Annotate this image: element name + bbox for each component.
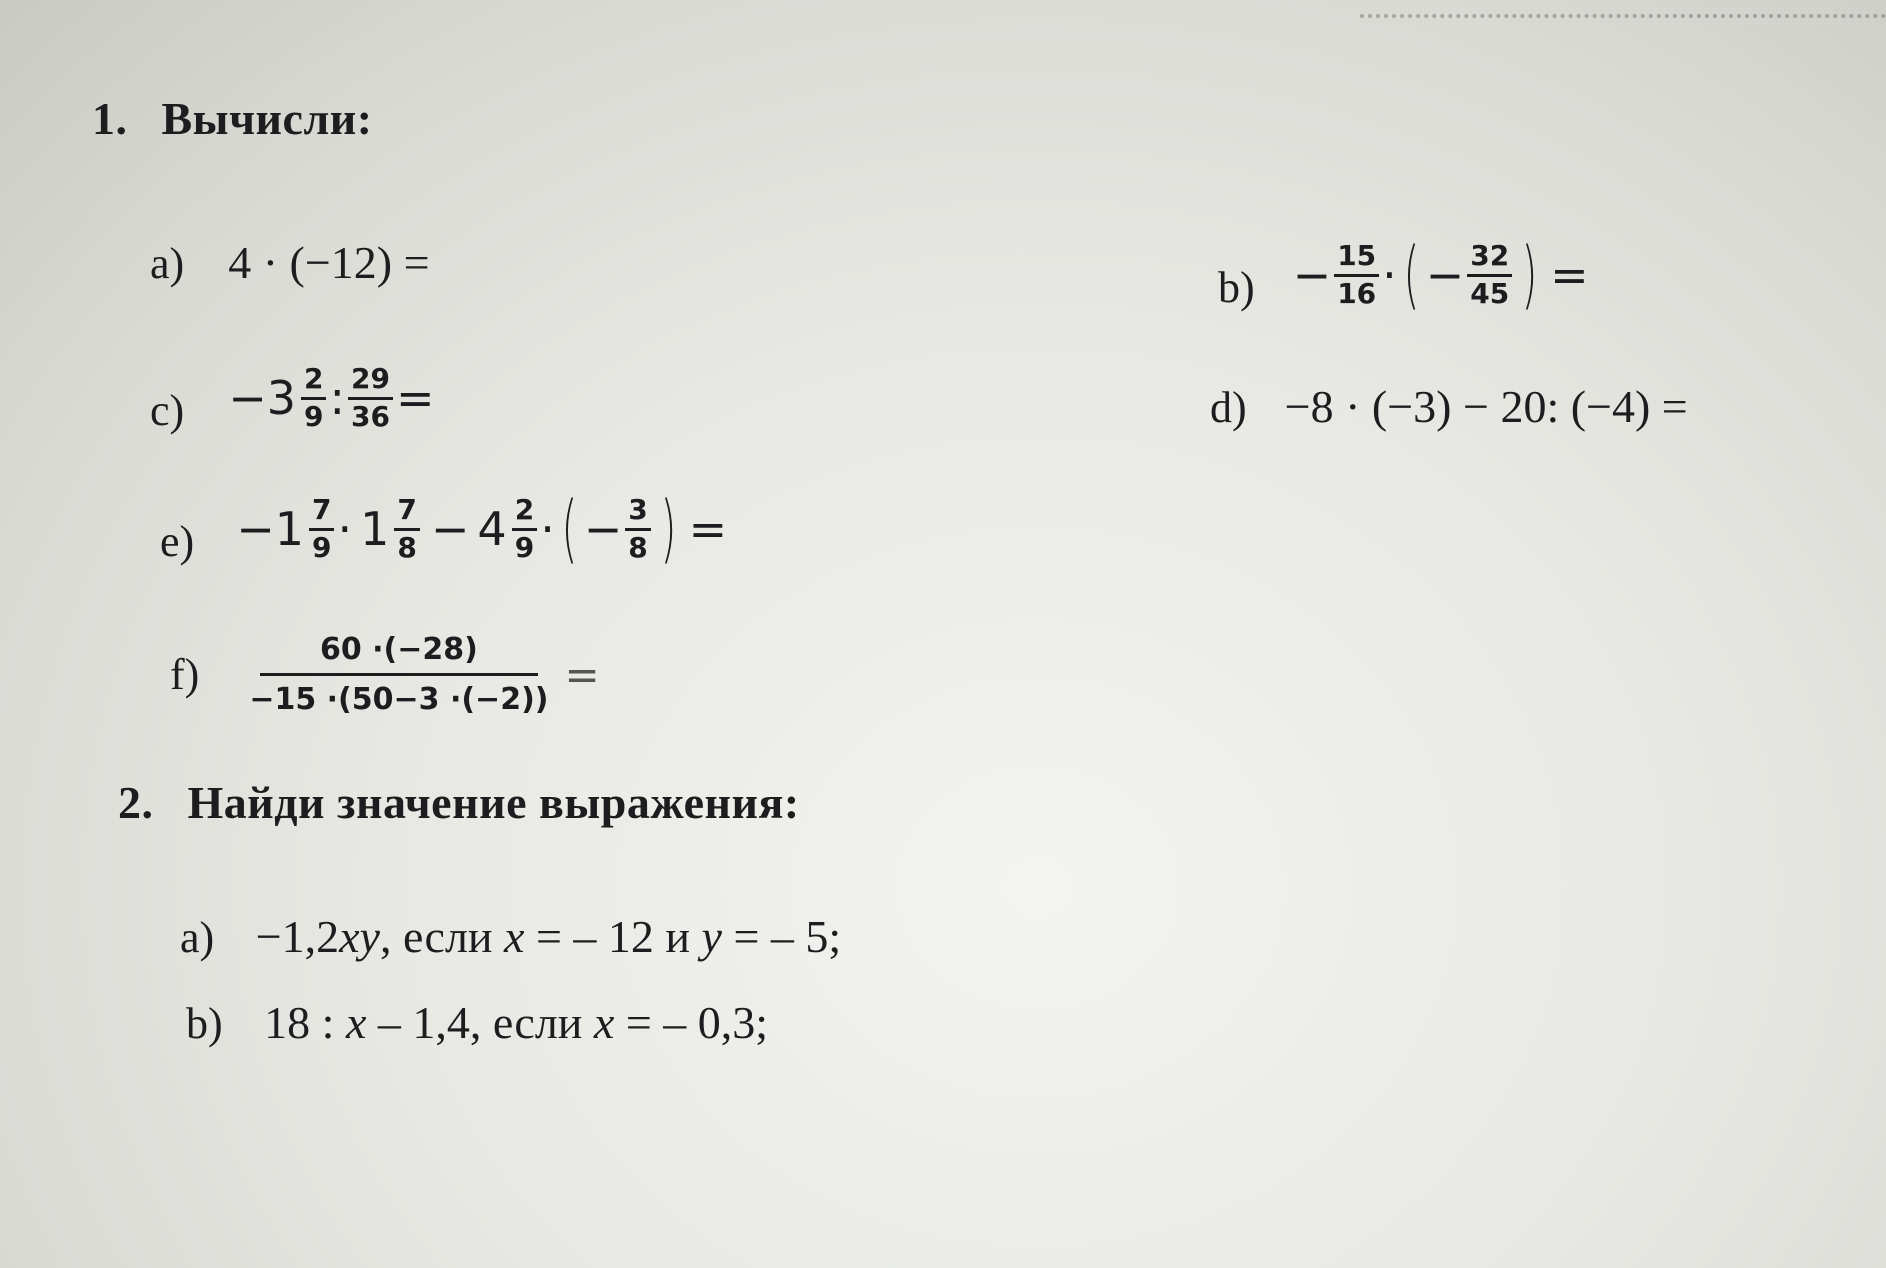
minus-sign: −	[430, 502, 470, 556]
task1-d-expr: −8 · (−3) − 20: (−4) =	[1284, 381, 1688, 432]
task1-e	[160, 486, 728, 572]
fraction-numerator: 15	[1334, 241, 1379, 277]
condition-text: = – 12 и	[524, 911, 702, 962]
task1-b-fraction-2	[1467, 238, 1512, 310]
minus-sign: −	[1425, 248, 1465, 302]
fraction-denominator: 9	[312, 530, 332, 564]
task1-f-fraction	[245, 632, 552, 717]
task1-e-fraction-1	[309, 492, 334, 564]
task1-c-label: c)	[150, 386, 185, 436]
task1-c-expr	[228, 364, 434, 433]
task1-d	[1210, 380, 1688, 433]
task2-b-expr	[264, 997, 768, 1048]
task1-f	[170, 632, 600, 717]
condition-text: , если	[379, 911, 505, 962]
variable-xy: xy	[339, 911, 380, 962]
task1-a-label: a)	[150, 239, 185, 288]
task1-a	[150, 236, 430, 289]
expression-text: 18 :	[264, 997, 346, 1048]
variable-x: x	[593, 997, 615, 1048]
task2-b-label: b)	[186, 999, 223, 1048]
task1-b-fraction-1	[1334, 238, 1379, 310]
task2-a-expr	[256, 911, 842, 962]
fraction-numerator: 7	[394, 495, 419, 531]
variable-y: y	[701, 911, 722, 962]
task1-b-minus: −	[1292, 248, 1332, 302]
task1-b-label: b)	[1218, 262, 1255, 312]
fraction-numerator: 2	[512, 495, 537, 531]
task2-a-label: a)	[180, 913, 215, 962]
whole-part: −3	[228, 371, 296, 426]
task1-b	[1218, 232, 1589, 318]
task1-a-expr: 4 · (−12) =	[228, 237, 430, 288]
task1-b-expr	[1292, 232, 1589, 318]
fraction-numerator: 32	[1467, 241, 1512, 277]
fraction-denominator: 16	[1337, 276, 1377, 310]
task2-b	[186, 996, 768, 1049]
right-paren: )	[660, 486, 677, 572]
minus-sign: −	[583, 502, 623, 556]
fraction-denominator: −15 ·(50−3 ·(−2))	[249, 682, 549, 717]
fraction-numerator: 7	[309, 495, 334, 531]
fraction-denominator: 36	[350, 399, 390, 433]
task2-number: 2.	[118, 777, 154, 828]
fraction-denominator: 9	[304, 399, 324, 433]
task1-c-fraction-2	[348, 364, 393, 433]
task1-heading	[92, 92, 373, 145]
fraction-numerator: 3	[625, 495, 650, 531]
right-paren: )	[1521, 232, 1538, 318]
equals-sign: =	[688, 502, 728, 556]
task1-e-fraction-2	[394, 492, 419, 564]
task1-d-label: d)	[1210, 383, 1247, 432]
left-paren: (	[1403, 232, 1420, 318]
task2-a	[180, 910, 841, 963]
equals-sign: =	[395, 371, 435, 426]
fraction-numerator: 2	[301, 364, 326, 400]
condition-text: = – 0,3;	[614, 997, 769, 1048]
task2-heading	[118, 776, 800, 829]
task1-number: 1.	[92, 93, 128, 144]
fraction-denominator: 9	[514, 530, 535, 564]
fraction-denominator: 8	[397, 530, 417, 564]
fraction-numerator: 60 ·(−28)	[260, 632, 538, 676]
dot-operator: ·	[337, 502, 353, 556]
task1-f-label: f)	[170, 650, 200, 699]
task1-title: Вычисли:	[161, 93, 373, 144]
equals-sign: =	[1550, 248, 1589, 302]
dot-operator: ·	[1382, 248, 1397, 302]
equals-sign: =	[564, 650, 600, 699]
top-dotted-line	[1360, 0, 1886, 18]
dot-operator: ·	[540, 502, 555, 556]
whole-part: 1	[360, 502, 390, 556]
fraction-denominator: 8	[628, 530, 648, 564]
condition-text: – 1,4, если	[366, 997, 594, 1048]
condition-text: = – 5;	[721, 911, 842, 962]
variable-x: x	[504, 911, 525, 962]
task1-e-fraction-4	[625, 492, 650, 564]
coefficient: −1,2	[255, 911, 340, 962]
task1-c	[150, 364, 435, 436]
whole-part: 4	[477, 502, 507, 556]
task2-title: Найди значение выражения:	[187, 777, 800, 828]
fraction-denominator: 45	[1470, 276, 1510, 310]
fraction-numerator: 29	[348, 364, 393, 400]
task1-e-fraction-3	[512, 492, 537, 564]
task1-e-expr	[236, 486, 728, 572]
division-colon: :	[329, 371, 345, 426]
left-paren: (	[561, 486, 578, 572]
task1-e-label: e)	[160, 516, 195, 566]
variable-x: x	[345, 997, 367, 1048]
whole-part: −1	[236, 502, 304, 556]
task1-c-fraction-1	[301, 364, 326, 433]
